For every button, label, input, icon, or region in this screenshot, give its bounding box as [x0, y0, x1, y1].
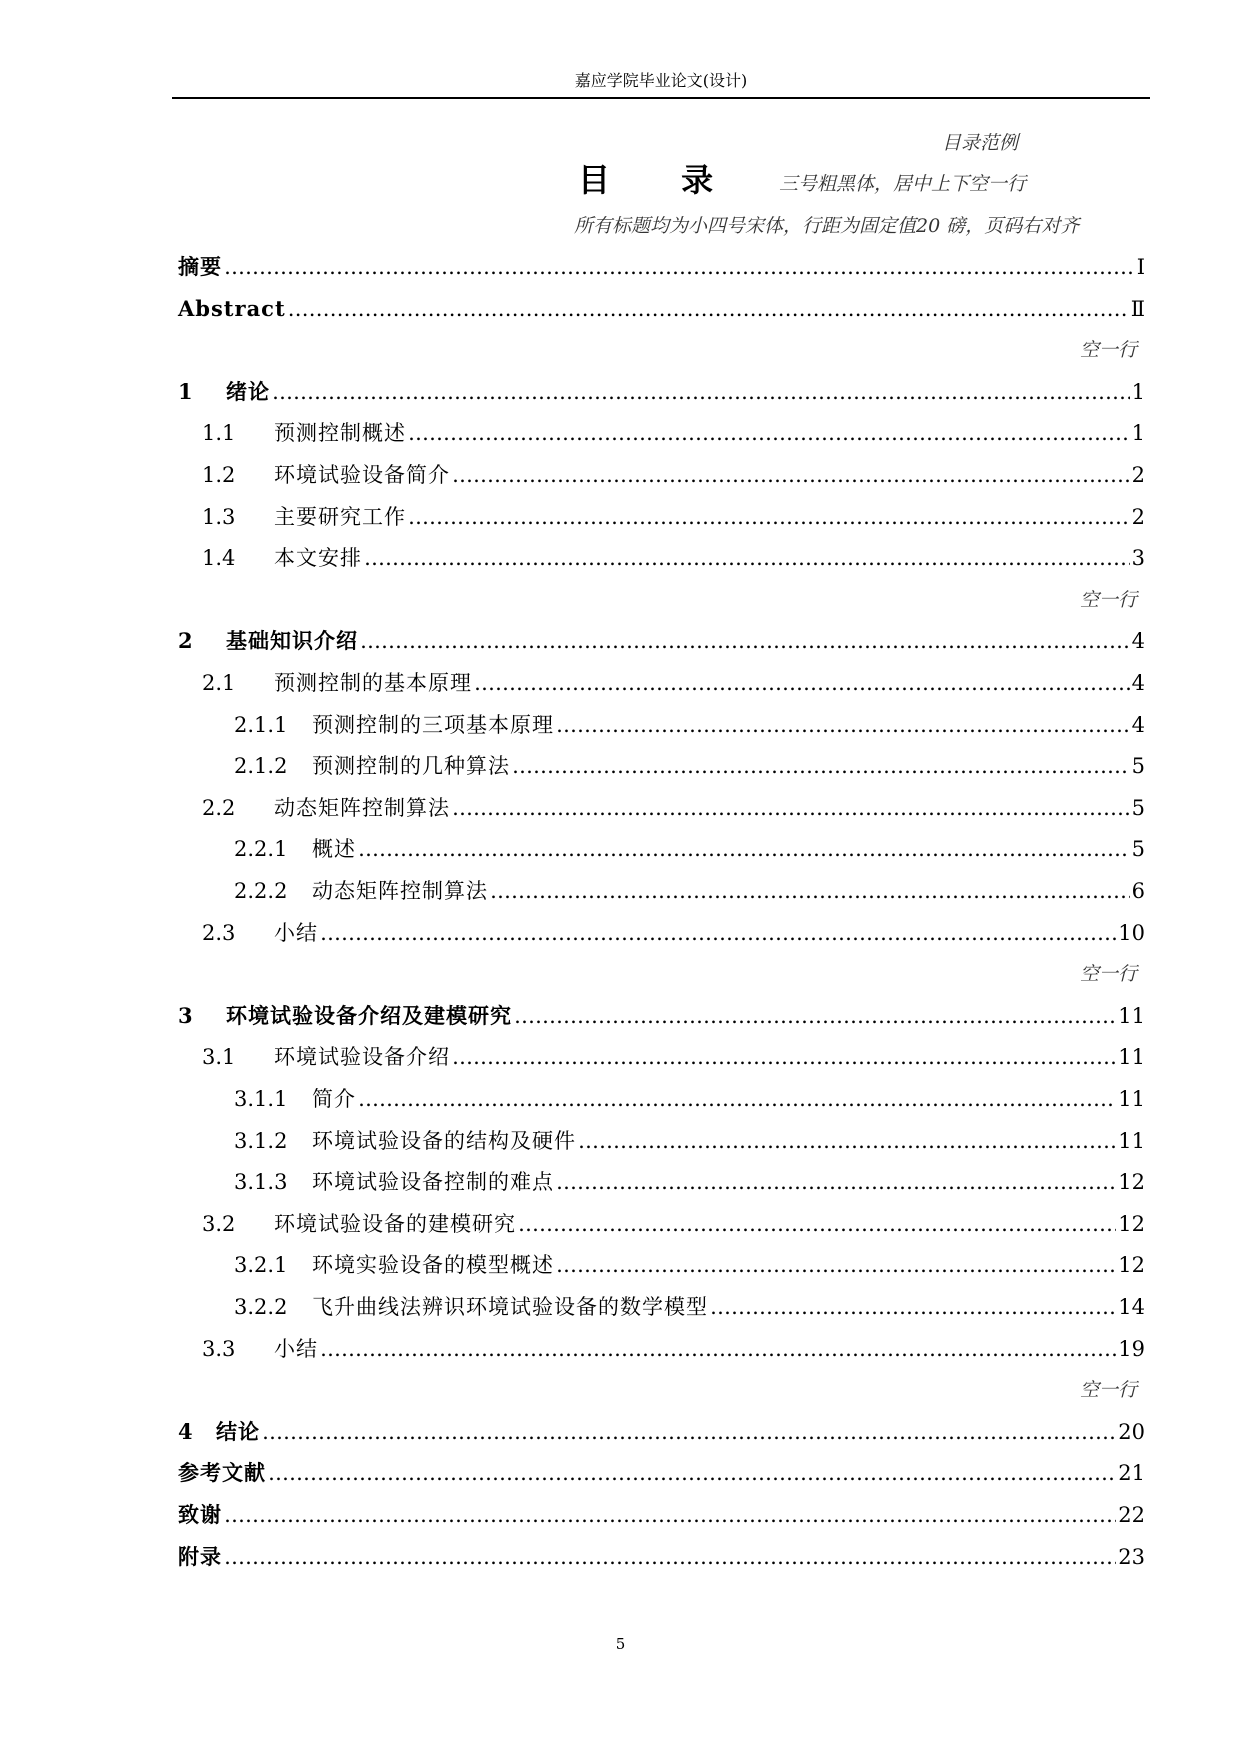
toc-entry-page: 6 [1131, 879, 1145, 903]
toc-entry-page: 14 [1118, 1295, 1145, 1319]
toc-dot-leader [224, 1499, 1116, 1531]
toc-entry[interactable] [202, 1041, 1145, 1073]
toc-entry[interactable] [234, 1083, 1145, 1115]
toc-entry-title: 结论 [216, 1419, 260, 1444]
toc-entry-number: 2 [178, 628, 193, 653]
toc-entry-number: 2.1.1 [234, 713, 288, 737]
toc-entry[interactable] [178, 625, 1145, 657]
toc-entry-title: 致谢 [178, 1502, 222, 1527]
toc-entry-page: 11 [1118, 1129, 1145, 1153]
toc-dot-leader [512, 750, 1130, 782]
toc-dot-leader [262, 1416, 1116, 1448]
toc-dot-leader [452, 792, 1130, 824]
toc-entry-title: 小结 [274, 921, 318, 945]
toc-entry[interactable] [234, 1125, 1145, 1157]
toc-entry-title: 附录 [178, 1544, 222, 1569]
toc-entry-title: 环境试验设备介绍 [274, 1045, 450, 1069]
toc-dot-leader [490, 875, 1130, 907]
toc-entry-page: 3 [1131, 546, 1145, 570]
title-font-note: 三号粗黑体，居中上下空一行 [779, 173, 1027, 195]
toc-entry-title: 动态矩阵控制算法 [312, 879, 488, 903]
toc-dot-leader [556, 1166, 1116, 1198]
toc-entry-title: 参考文献 [178, 1460, 266, 1485]
toc-entry[interactable] [178, 376, 1145, 408]
toc-dot-leader [578, 1125, 1116, 1157]
toc-entry[interactable] [202, 792, 1145, 824]
blank-line-note: 空一行 [1080, 1379, 1138, 1401]
blank-line-note: 空一行 [1080, 339, 1138, 361]
toc-entry-page: 4 [1131, 629, 1145, 653]
toc-entry-page: 12 [1118, 1170, 1145, 1194]
toc-entry-title: 预测控制的基本原理 [274, 671, 472, 695]
toc-entry[interactable] [234, 1166, 1145, 1198]
toc-dot-leader [518, 1208, 1116, 1240]
toc-entry-number: 2.2.2 [234, 879, 288, 903]
toc-entry-number: 3.1 [202, 1045, 236, 1069]
toc-entry[interactable] [202, 417, 1145, 449]
toc-dot-leader [408, 417, 1130, 449]
toc-entry-title: 飞升曲线法辨识环境试验设备的数学模型 [312, 1295, 708, 1319]
toc-dot-leader [408, 501, 1130, 533]
toc-entry-number: 1.3 [202, 505, 236, 529]
toc-entry-page: 12 [1118, 1212, 1145, 1236]
toc-entry[interactable] [178, 1416, 1145, 1448]
toc-entry-title: 环境试验设备的结构及硬件 [312, 1129, 576, 1153]
toc-entry[interactable] [178, 1541, 1145, 1573]
toc-entry-page: 11 [1118, 1004, 1145, 1028]
toc-entry-number: 1.4 [202, 546, 236, 570]
toc-entry-title: 小结 [274, 1337, 318, 1361]
toc-entry-title: 环境实验设备的模型概述 [312, 1253, 554, 1277]
toc-entry-title: 概述 [312, 837, 356, 861]
toc-entry-page: 11 [1118, 1045, 1145, 1069]
toc-dot-leader [556, 709, 1130, 741]
toc-entry[interactable] [202, 1208, 1145, 1240]
toc-dot-leader [224, 1541, 1116, 1573]
example-label-note: 目录范例 [942, 132, 1019, 154]
toc-entry[interactable] [234, 1291, 1145, 1323]
toc-entry-number: 3 [178, 1003, 193, 1028]
toc-entry[interactable] [234, 709, 1145, 741]
toc-entry[interactable] [202, 459, 1145, 491]
toc-entry[interactable] [178, 1000, 1145, 1032]
toc-dot-leader [452, 459, 1130, 491]
toc-entry-title: Abstract [178, 296, 286, 321]
toc-entry-number: 2.2.1 [234, 837, 288, 861]
toc-entry-number: 4 [178, 1419, 193, 1444]
toc-dot-leader [474, 667, 1130, 699]
header-divider [172, 97, 1150, 99]
toc-dot-leader [514, 1000, 1116, 1032]
toc-entry-page: 2 [1131, 463, 1145, 487]
toc-entry-title: 主要研究工作 [274, 505, 406, 529]
toc-entry[interactable] [202, 501, 1145, 533]
toc-entry-number: 3.2.1 [234, 1253, 288, 1277]
toc-entry-page: 20 [1118, 1420, 1145, 1444]
toc-entry-page: 11 [1118, 1087, 1145, 1111]
toc-entry-number: 1.1 [202, 421, 236, 445]
header-title: 嘉应学院毕业论文(设计) [574, 71, 748, 90]
toc-entry-title: 环境试验设备简介 [274, 463, 450, 487]
toc-entry-title: 环境试验设备介绍及建模研究 [226, 1003, 512, 1028]
toc-dot-leader [556, 1249, 1116, 1281]
toc-entry-number: 3.1.3 [234, 1170, 288, 1194]
blank-line-note: 空一行 [1080, 589, 1138, 611]
toc-entry-number: 2.3 [202, 921, 236, 945]
toc-entry-title: 基础知识介绍 [226, 628, 358, 653]
toc-entry-title: 绪论 [226, 379, 270, 404]
toc-entry-title: 预测控制的几种算法 [312, 754, 510, 778]
toc-entry[interactable] [178, 251, 1145, 283]
entries-font-note: 所有标题均为小四号宋体，行距为固定值20 磅，页码右对齐 [574, 215, 1080, 237]
toc-entry-number: 2.1 [202, 671, 236, 695]
toc-entry-title: 环境试验设备控制的难点 [312, 1170, 554, 1194]
toc-title: 目 录 [578, 161, 744, 199]
toc-dot-leader [360, 625, 1130, 657]
toc-entry-title: 简介 [312, 1087, 356, 1111]
toc-entry-number: 1 [178, 379, 193, 404]
toc-entry-number: 3.1.2 [234, 1129, 288, 1153]
toc-entry-number: 1.2 [202, 463, 236, 487]
toc-entry-page: 2 [1131, 505, 1145, 529]
blank-line-note: 空一行 [1080, 963, 1138, 985]
toc-entry-page: 5 [1131, 837, 1145, 861]
toc-entry-title: 环境试验设备的建模研究 [274, 1212, 516, 1236]
toc-dot-leader [452, 1041, 1116, 1073]
toc-dot-leader [320, 1333, 1116, 1365]
toc-dot-leader [288, 293, 1129, 325]
toc-entry-title: 摘要 [178, 254, 222, 279]
toc-entry-page: 19 [1118, 1337, 1145, 1361]
toc-entry-page: 1 [1131, 421, 1145, 445]
toc-entry-number: 3.1.1 [234, 1087, 288, 1111]
toc-entry[interactable] [234, 833, 1145, 865]
toc-entry-page: 22 [1118, 1503, 1145, 1527]
toc-dot-leader [268, 1457, 1116, 1489]
toc-entry-page: 10 [1118, 921, 1145, 945]
toc-entry-number: 3.3 [202, 1337, 236, 1361]
toc-entry-page: 23 [1118, 1545, 1145, 1569]
toc-entry-page: 1 [1131, 380, 1145, 404]
toc-entry-title: 预测控制的三项基本原理 [312, 713, 554, 737]
toc-entry-title: 动态矩阵控制算法 [274, 796, 450, 820]
toc-entry[interactable] [202, 542, 1145, 574]
toc-dot-leader [224, 251, 1135, 283]
toc-entry-page: 4 [1131, 713, 1145, 737]
toc-entry-page: 4 [1131, 671, 1145, 695]
toc-dot-leader [358, 1083, 1116, 1115]
toc-entry-page: 5 [1131, 796, 1145, 820]
toc-dot-leader [710, 1291, 1116, 1323]
toc-entry[interactable] [202, 667, 1145, 699]
page-number: 5 [615, 1635, 626, 1653]
toc-entry-page: 21 [1118, 1461, 1145, 1485]
toc-dot-leader [364, 542, 1130, 574]
toc-entry-page: Ⅱ [1130, 297, 1145, 321]
toc-dot-leader [358, 833, 1130, 865]
toc-entry-number: 3.2 [202, 1212, 236, 1236]
toc-entry[interactable] [178, 1499, 1145, 1531]
toc-entry-title: 本文安排 [274, 546, 362, 570]
toc-entry[interactable] [202, 917, 1145, 949]
toc-dot-leader [272, 376, 1130, 408]
toc-entry[interactable] [178, 1457, 1145, 1489]
toc-entry-page: 12 [1118, 1253, 1145, 1277]
toc-entry-page: Ⅰ [1136, 255, 1145, 279]
toc-entry-page: 5 [1131, 754, 1145, 778]
toc-entry-number: 3.2.2 [234, 1295, 288, 1319]
toc-entry[interactable] [178, 293, 1145, 325]
toc-entry-number: 2.2 [202, 796, 236, 820]
toc-entry[interactable] [202, 1333, 1145, 1365]
toc-entry[interactable] [234, 1249, 1145, 1281]
toc-dot-leader [320, 917, 1116, 949]
toc-entry-number: 2.1.2 [234, 754, 288, 778]
toc-entry-title: 预测控制概述 [274, 421, 406, 445]
toc-entry[interactable] [234, 875, 1145, 907]
toc-entry[interactable] [234, 750, 1145, 782]
